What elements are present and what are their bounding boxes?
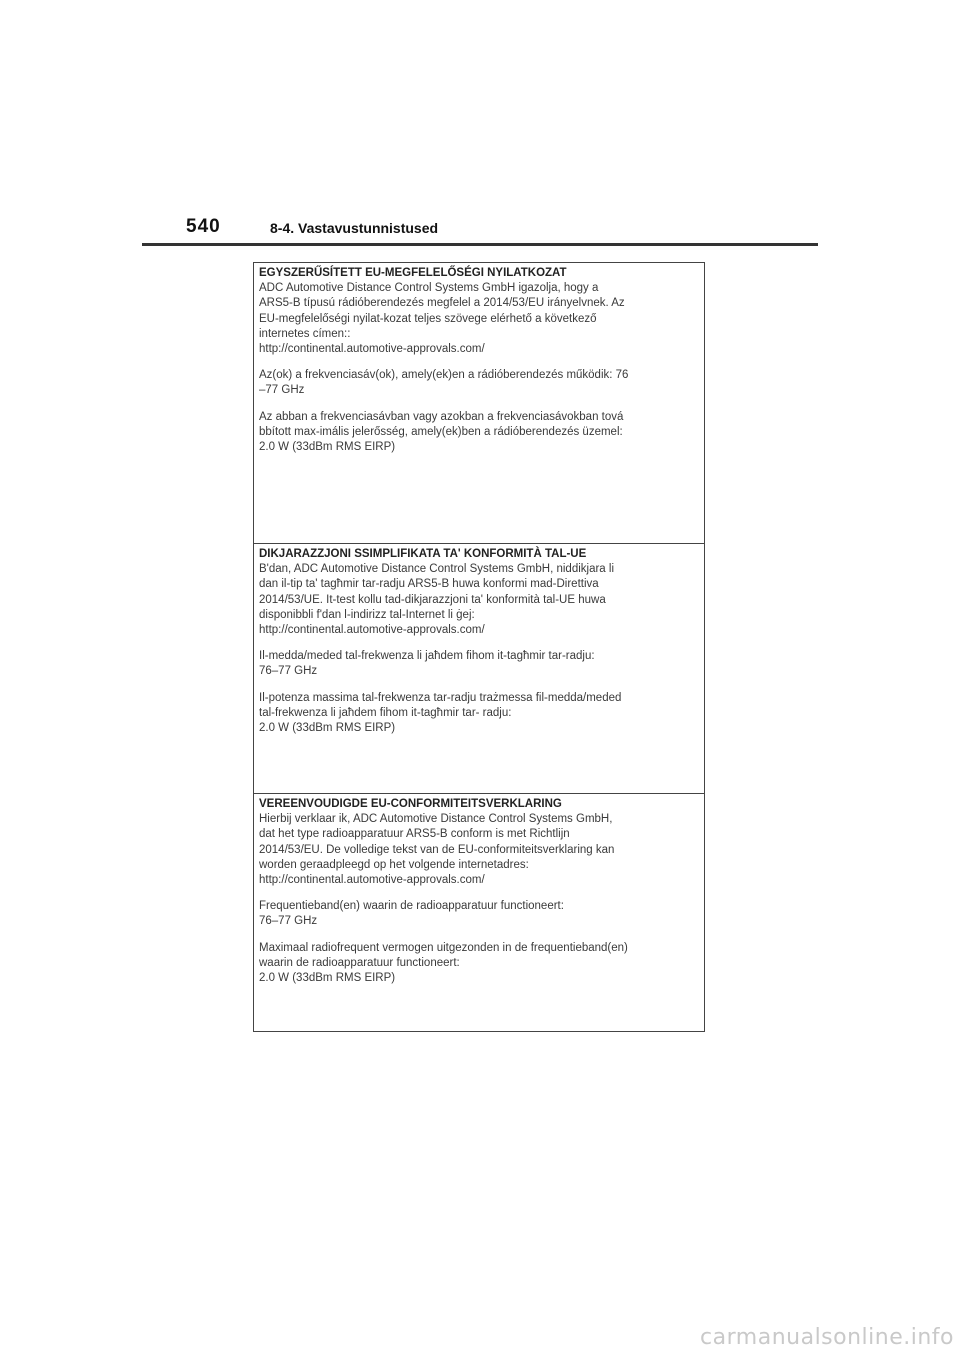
url-text: http://continental.automotive-approvals.com/ — [259, 624, 485, 637]
text-line: worden geraadpleegd op het volgende internetadres: — [259, 858, 529, 871]
section-heading: DIKJARAZZJONI SSIMPLIFIKATA TA' KONFORMITÀ TAL-UE — [259, 548, 587, 560]
declaration-section-maltese — [254, 543, 704, 793]
site-watermark: carmanualsonline.info — [700, 1325, 954, 1350]
frequency-paragraph — [259, 649, 699, 679]
text-line: ARS5-B típusú rádióberendezés megfelel a 2014/53/EU irányelvnek. Az — [259, 297, 625, 310]
text-line: Il-potenza massima tal-frekwenza tar-radju trażmessa fil-medda/meded — [259, 691, 622, 704]
text-line: –77 GHz — [259, 384, 305, 397]
text-line: 2014/53/EU. De volledige tekst van de EU-conformiteitsverklaring kan — [259, 843, 615, 856]
text-line: 2.0 W (33dBm RMS EIRP) — [259, 441, 396, 454]
text-line: 76–77 GHz — [259, 915, 318, 928]
page-number: 540 — [186, 216, 221, 237]
power-paragraph — [259, 691, 699, 737]
text-line: dan il-tip ta' tagħmir tar-radju ARS5-B huwa konformi mad-Direttiva — [259, 578, 599, 591]
text-line: Az(ok) a frekvenciasáv(ok), amely(ek)en a rádióberendezés működik: 76 — [259, 369, 629, 382]
declaration-section-dutch — [254, 793, 704, 1033]
text-line: internetes címen:: — [259, 327, 351, 340]
text-line: Hierbij verklaar ik, ADC Automotive Distance Control Systems GmbH, — [259, 813, 613, 826]
text-line: ADC Automotive Distance Control Systems GmbH igazolja, hogy a — [259, 282, 599, 295]
text-line: 2014/53/UE. It-test kollu tad-dikjarazzjoni ta' konformità tal-UE huwa — [259, 593, 606, 606]
declaration-box — [253, 262, 705, 1032]
power-paragraph — [259, 410, 699, 456]
text-line: EU-megfelelőségi nyilat-kozat teljes szövege elérhető a következő — [259, 312, 597, 325]
frequency-paragraph — [259, 368, 699, 398]
declaration-paragraph — [259, 812, 699, 888]
text-line: waarin de radioapparatuur functioneert: — [259, 956, 460, 969]
declaration-paragraph — [259, 281, 699, 357]
text-line: tal-frekwenza li jaħdem fihom it-tagħmir tar- radju: — [259, 706, 512, 719]
declaration-section-hungarian — [254, 263, 704, 543]
frequency-paragraph — [259, 899, 699, 929]
text-line: Il-medda/meded tal-frekwenza li jaħdem fihom it-tagħmir tar-radju: — [259, 650, 595, 663]
text-line: B'dan, ADC Automotive Distance Control Systems GmbH, niddikjara li — [259, 563, 615, 576]
url-text: http://continental.automotive-approvals.com/ — [259, 874, 485, 887]
header-divider — [142, 243, 818, 246]
text-line: Maximaal radiofrequent vermogen uitgezonden in de frequentieband(en) — [259, 941, 628, 954]
text-line: Frequentieband(en) waarin de radioapparatuur functioneert: — [259, 900, 564, 913]
text-line: 2.0 W (33dBm RMS EIRP) — [259, 972, 396, 985]
url-text: http://continental.automotive-approvals.com/ — [259, 343, 485, 356]
declaration-paragraph — [259, 562, 699, 638]
power-paragraph — [259, 941, 699, 987]
text-line: 2.0 W (33dBm RMS EIRP) — [259, 722, 396, 735]
section-title: 8-4. Vastavustunnistused — [270, 220, 439, 236]
text-line: 76–77 GHz — [259, 665, 318, 678]
text-line: Az abban a frekvenciasávban vagy azokban a frekvenciasávokban tová — [259, 410, 624, 423]
text-line: disponibbli f'dan l-indirizz tal-Internet li ġej: — [259, 608, 475, 621]
text-line: dat het type radioapparatuur ARS5-B conform is met Richtlijn — [259, 828, 570, 841]
section-heading: EGYSZERŰSÍTETT EU-MEGFELELŐSÉGI NYILATKOZAT — [259, 267, 567, 279]
text-line: bbított max-imális jelerősség, amely(ek)ben a rádióberendezés üzemel: — [259, 425, 623, 438]
section-heading: VEREENVOUDIGDE EU-CONFORMITEITSVERKLARING — [259, 798, 562, 810]
